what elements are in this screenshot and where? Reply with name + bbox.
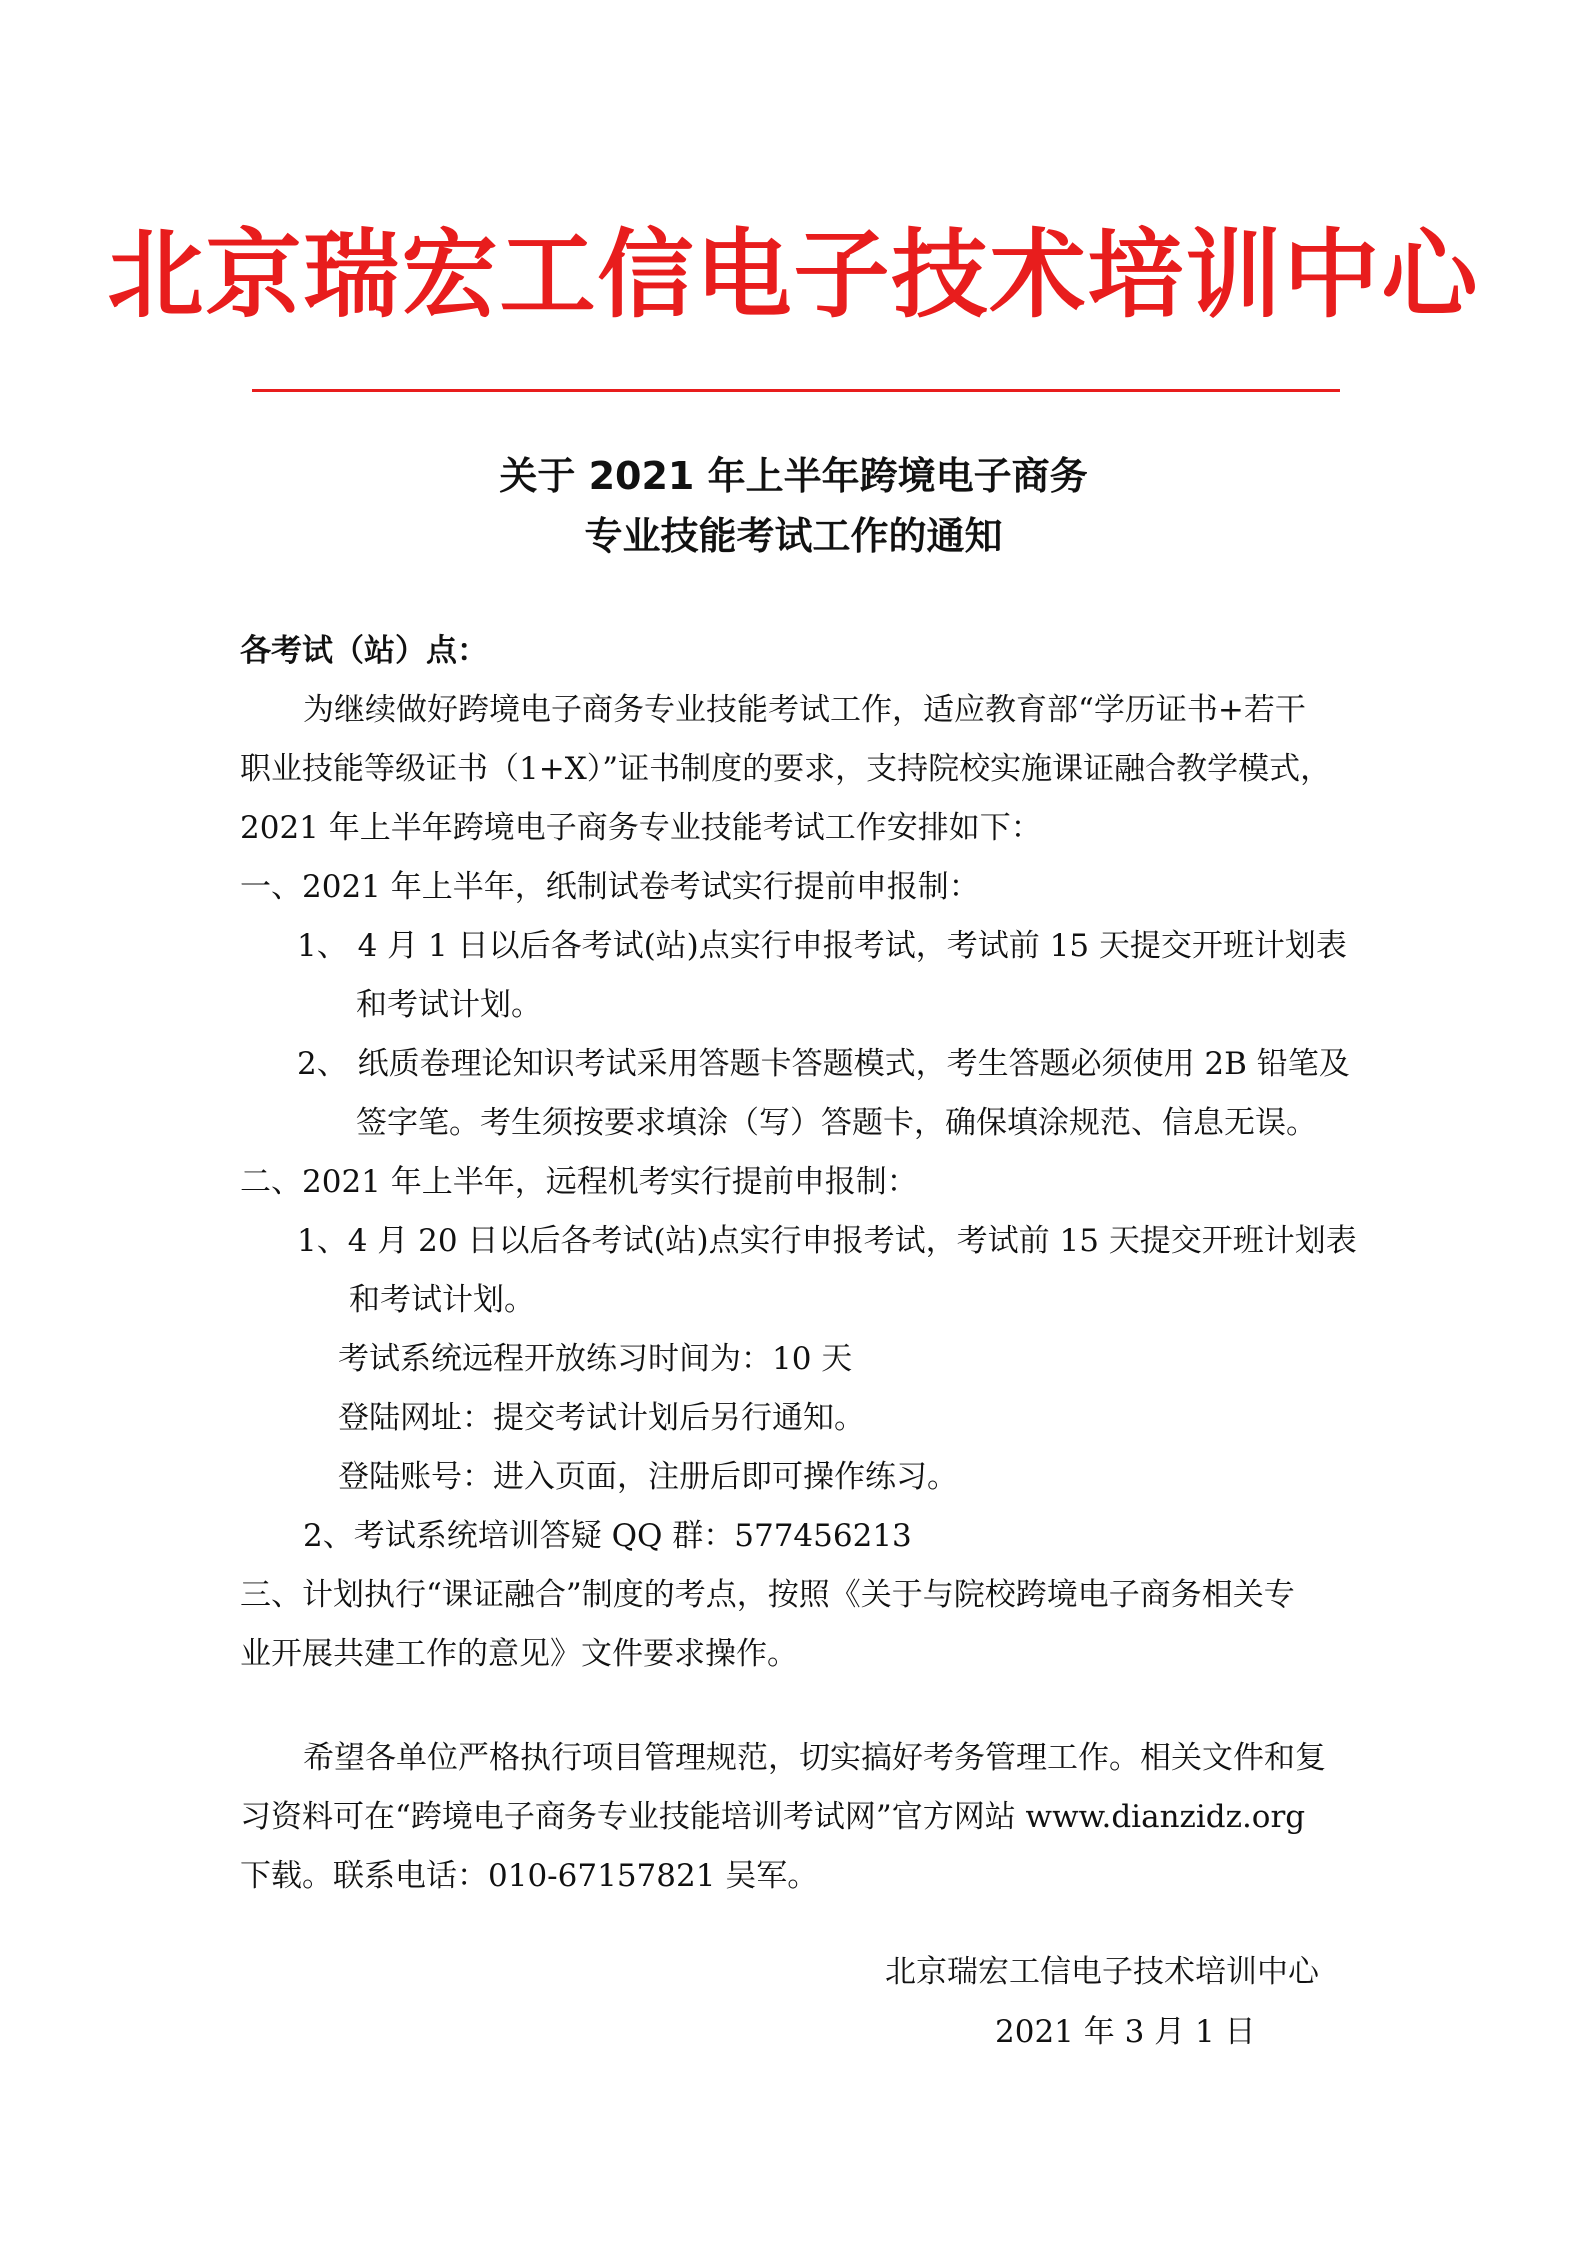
notice-title-line-2: 专业技能考试工作的通知 [584, 514, 1003, 558]
section-3-line-2: 业开展共建工作的意见》文件要求操作。 [240, 1636, 798, 1672]
section-1-item-2-line-1: 2、 纸质卷理论知识考试采用答题卡答题模式，考生答题必须使用 2B 铅笔及 [297, 1046, 1350, 1082]
organization-header: 北京瑞宏工信电子技术培训中心 [107, 219, 1480, 331]
section-3-line-1: 三、计划执行“课证融合”制度的考点，按照《关于与院校跨境电子商务相关专 [240, 1577, 1295, 1613]
section-2-item-2: 2、考试系统培训答疑 QQ 群：577456213 [303, 1518, 912, 1554]
login-url: 登陆网址：提交考试计划后另行通知。 [338, 1400, 865, 1436]
section-1-item-2-line-2: 签字笔。考生须按要求填涂（写）答题卡，确保填涂规范、信息无误。 [356, 1105, 1317, 1141]
section-1-heading: 一、2021 年上半年，纸制试卷考试实行提前申报制： [240, 869, 980, 905]
notice-title-line-1: 关于 2021 年上半年跨境电子商务 [499, 454, 1088, 498]
section-1-item-1-line-2: 和考试计划。 [356, 987, 542, 1023]
closing-line-1: 希望各单位严格执行项目管理规范，切实搞好考务管理工作。相关文件和复 [303, 1740, 1326, 1776]
signature-organization: 北京瑞宏工信电子技术培训中心 [885, 1954, 1319, 1990]
signature-date: 2021 年 3 月 1 日 [995, 2014, 1256, 2050]
intro-line-3: 2021 年上半年跨境电子商务专业技能考试工作安排如下： [240, 810, 1042, 846]
closing-line-3: 下载。联系电话：010-67157821 吴军。 [240, 1858, 819, 1894]
salutation: 各考试（站）点： [240, 633, 488, 669]
intro-line-1: 为继续做好跨境电子商务专业技能考试工作，适应教育部“学历证书+若干 [303, 692, 1306, 728]
login-account: 登陆账号：进入页面，注册后即可操作练习。 [338, 1459, 958, 1495]
section-2-heading: 二、2021 年上半年，远程机考实行提前申报制： [240, 1164, 918, 1200]
header-divider [252, 389, 1340, 392]
closing-line-2: 习资料可在“跨境电子商务专业技能培训考试网”官方网站 www.dianzidz.org [240, 1799, 1306, 1835]
section-2-item-1-line-1: 1、4 月 20 日以后各考试(站)点实行申报考试，考试前 15 天提交开班计划表 [297, 1223, 1357, 1259]
practice-time: 考试系统远程开放练习时间为：10 天 [338, 1341, 853, 1377]
section-1-item-1-line-1: 1、 4 月 1 日以后各考试(站)点实行申报考试，考试前 15 天提交开班计划表 [297, 928, 1347, 964]
intro-line-2: 职业技能等级证书（1+X）”证书制度的要求，支持院校实施课证融合教学模式， [240, 751, 1332, 787]
section-2-item-1-line-2: 和考试计划。 [349, 1282, 535, 1318]
